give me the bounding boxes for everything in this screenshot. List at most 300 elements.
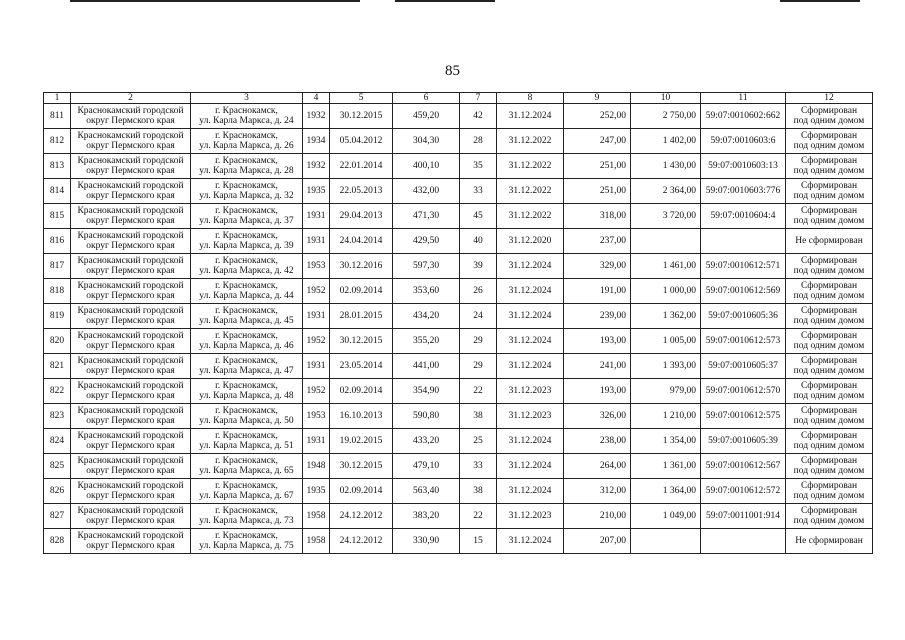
row-number-cell: 820 [44,329,71,354]
address-line-2: ул. Карла Маркса, д. 32 [199,191,294,201]
address-cell [191,379,303,404]
address-line-2: ул. Карла Маркса, д. 26 [199,141,294,151]
municipality-cell [71,329,191,354]
column-header: 1 [44,93,71,104]
land-status-cell [786,329,873,354]
land-status-line-2: под одним домом [793,266,865,276]
land-status-line-2: под одним домом [793,466,865,476]
municipality-cell [71,179,191,204]
row-number-cell: 824 [44,429,71,454]
land-status-line-1: Сформирован [800,506,858,516]
value-col9-cell: 251,00 [564,179,631,204]
land-status-line-2: под одним домом [793,516,865,526]
municipality-cell [71,429,191,454]
table-row [44,504,873,529]
term-cell: 38 [460,479,497,504]
term-cell: 35 [460,154,497,179]
inspection-date-cell: 29.04.2013 [330,204,393,229]
table-row [44,304,873,329]
deadline-date-cell: 31.12.2024 [497,529,564,554]
column-header: 9 [564,93,631,104]
area-cell: 330,90 [393,529,460,554]
municipality-line-1: Краснокамский городской [77,106,184,116]
area-cell: 400,10 [393,154,460,179]
municipality-line-2: округ Пермского края [86,491,175,501]
inspection-date-cell: 19.02.2015 [330,429,393,454]
land-status-cell [786,529,873,554]
value-col9-cell: 329,00 [564,254,631,279]
term-cell: 40 [460,229,497,254]
table-row [44,404,873,429]
municipality-cell [71,129,191,154]
land-status-cell [786,354,873,379]
inspection-date-cell: 23.05.2014 [330,354,393,379]
term-cell: 22 [460,504,497,529]
table-row [44,254,873,279]
municipality-line-2: округ Пермского края [86,116,175,126]
land-status-line-2: под одним домом [793,166,865,176]
land-status-cell [786,429,873,454]
table-row [44,154,873,179]
municipality-line-1: Краснокамский городской [77,181,184,191]
municipality-line-1: Краснокамский городской [77,281,184,291]
address-line-1: г. Краснокамск, [215,131,278,141]
term-cell: 15 [460,529,497,554]
row-number-cell: 816 [44,229,71,254]
land-status-line-1: Сформирован [800,356,858,366]
value-col10-cell: 1 402,00 [631,129,701,154]
value-col9-cell: 247,00 [564,129,631,154]
row-number-cell: 819 [44,304,71,329]
term-cell: 29 [460,354,497,379]
address-line-1: г. Краснокамск, [215,431,278,441]
address-cell [191,129,303,154]
deadline-date-cell: 31.12.2024 [497,354,564,379]
municipality-line-1: Краснокамский городской [77,131,184,141]
cadastral-number-cell: 59:07:0010612:571 [701,254,786,279]
value-col9-cell: 326,00 [564,404,631,429]
address-line-1: г. Краснокамск, [215,331,278,341]
land-status-line-2: под одним домом [793,216,865,226]
address-cell [191,529,303,554]
address-cell [191,354,303,379]
term-cell: 22 [460,379,497,404]
land-status-cell [786,179,873,204]
address-line-1: г. Краснокамск, [215,206,278,216]
value-col10-cell: 1 393,00 [631,354,701,379]
address-line-1: г. Краснокамск, [215,256,278,266]
table-row [44,129,873,154]
municipality-line-2: округ Пермского края [86,416,175,426]
term-cell: 24 [460,304,497,329]
address-line-1: г. Краснокамск, [215,106,278,116]
municipality-line-1: Краснокамский городской [77,231,184,241]
land-status-line-1: Сформирован [800,331,858,341]
column-header: 4 [303,93,330,104]
year-built-cell: 1958 [303,504,330,529]
deadline-date-cell: 31.12.2024 [497,254,564,279]
municipality-cell [71,104,191,129]
column-header: 6 [393,93,460,104]
value-col10-cell: 1 354,00 [631,429,701,454]
deadline-date-cell: 31.12.2020 [497,229,564,254]
year-built-cell: 1953 [303,404,330,429]
cadastral-number-cell [701,229,786,254]
address-cell [191,104,303,129]
row-number-cell: 812 [44,129,71,154]
land-status-line-1: Сформирован [800,481,858,491]
municipality-line-2: округ Пермского края [86,441,175,451]
deadline-date-cell: 31.12.2023 [497,404,564,429]
municipality-line-1: Краснокамский городской [77,481,184,491]
deadline-date-cell: 31.12.2024 [497,479,564,504]
address-line-2: ул. Карла Маркса, д. 24 [199,116,294,126]
inspection-date-cell: 02.09.2014 [330,279,393,304]
year-built-cell: 1953 [303,254,330,279]
address-line-2: ул. Карла Маркса, д. 47 [199,366,294,376]
year-built-cell: 1952 [303,379,330,404]
land-status-cell [786,504,873,529]
row-number-cell: 814 [44,179,71,204]
municipality-line-2: округ Пермского края [86,141,175,151]
year-built-cell: 1934 [303,129,330,154]
address-line-1: г. Краснокамск, [215,181,278,191]
cadastral-number-cell: 59:07:0010603:13 [701,154,786,179]
value-col10-cell: 2 750,00 [631,104,701,129]
value-col10-cell: 1 364,00 [631,479,701,504]
value-col10-cell: 2 364,00 [631,179,701,204]
land-status-cell [786,129,873,154]
municipality-cell [71,154,191,179]
column-header: 3 [191,93,303,104]
address-line-1: г. Краснокамск, [215,306,278,316]
municipality-line-1: Краснокамский городской [77,456,184,466]
land-status-cell [786,304,873,329]
table-row [44,104,873,129]
land-status-cell [786,454,873,479]
municipality-line-2: округ Пермского края [86,366,175,376]
value-col10-cell: 1 000,00 [631,279,701,304]
land-status-cell [786,204,873,229]
municipality-line-2: округ Пермского края [86,391,175,401]
deadline-date-cell: 31.12.2024 [497,329,564,354]
cadastral-number-cell: 59:07:0010612:573 [701,329,786,354]
table-row [44,429,873,454]
inspection-date-cell: 05.04.2012 [330,129,393,154]
column-header: 2 [71,93,191,104]
column-header: 5 [330,93,393,104]
inspection-date-cell: 24.12.2012 [330,504,393,529]
value-col10-cell: 1 361,00 [631,454,701,479]
table-row [44,529,873,554]
area-cell: 563,40 [393,479,460,504]
value-col9-cell: 239,00 [564,304,631,329]
value-col9-cell: 191,00 [564,279,631,304]
municipality-line-2: округ Пермского края [86,341,175,351]
table-header-row [44,93,873,104]
land-status-line-2: под одним домом [793,491,865,501]
row-number-cell: 815 [44,204,71,229]
area-cell: 441,00 [393,354,460,379]
municipality-line-1: Краснокамский городской [77,406,184,416]
deadline-date-cell: 31.12.2023 [497,504,564,529]
land-status-line-1: Не сформирован [795,236,863,246]
address-line-2: ул. Карла Маркса, д. 45 [199,316,294,326]
area-cell: 304,30 [393,129,460,154]
cadastral-number-cell: 59:07:0010603:6 [701,129,786,154]
land-status-cell [786,154,873,179]
municipality-cell [71,504,191,529]
address-cell [191,429,303,454]
address-line-1: г. Краснокамск, [215,156,278,166]
municipality-line-2: округ Пермского края [86,291,175,301]
year-built-cell: 1932 [303,154,330,179]
land-status-line-2: под одним домом [793,441,865,451]
municipality-line-1: Краснокамский городской [77,506,184,516]
value-col9-cell: 312,00 [564,479,631,504]
address-cell [191,479,303,504]
municipality-line-1: Краснокамский городской [77,431,184,441]
column-header: 10 [631,93,701,104]
value-col10-cell [631,529,701,554]
municipality-line-1: Краснокамский городской [77,356,184,366]
deadline-date-cell: 31.12.2023 [497,379,564,404]
land-status-line-2: под одним домом [793,316,865,326]
table-row [44,454,873,479]
deadline-date-cell: 31.12.2024 [497,279,564,304]
address-line-2: ул. Карла Маркса, д. 73 [199,516,294,526]
municipality-line-2: округ Пермского края [86,266,175,276]
cadastral-number-cell: 59:07:0010603:776 [701,179,786,204]
page-number: 85 [445,63,460,79]
municipality-line-1: Краснокамский городской [77,206,184,216]
year-built-cell: 1931 [303,354,330,379]
municipality-line-1: Краснокамский городской [77,156,184,166]
inspection-date-cell: 24.12.2012 [330,529,393,554]
inspection-date-cell: 30.12.2015 [330,329,393,354]
area-cell: 597,30 [393,254,460,279]
address-line-1: г. Краснокамск, [215,231,278,241]
land-status-line-1: Сформирован [800,206,858,216]
year-built-cell: 1931 [303,429,330,454]
municipality-line-2: округ Пермского края [86,541,175,551]
value-col9-cell: 252,00 [564,104,631,129]
land-status-line-1: Сформирован [800,381,858,391]
deadline-date-cell: 31.12.2022 [497,204,564,229]
land-status-line-1: Сформирован [800,156,858,166]
address-line-1: г. Краснокамск, [215,281,278,291]
cadastral-number-cell: 59:07:0010605:39 [701,429,786,454]
address-cell [191,504,303,529]
deadline-date-cell: 31.12.2024 [497,429,564,454]
row-number-cell: 818 [44,279,71,304]
land-status-line-2: под одним домом [793,341,865,351]
value-col9-cell: 251,00 [564,154,631,179]
value-col10-cell: 1 362,00 [631,304,701,329]
top-border-line-left [70,0,360,2]
municipality-cell [71,354,191,379]
value-col10-cell: 3 720,00 [631,204,701,229]
address-line-2: ул. Карла Маркса, д. 67 [199,491,294,501]
address-line-1: г. Краснокамск, [215,531,278,541]
row-number-cell: 817 [44,254,71,279]
inspection-date-cell: 24.04.2014 [330,229,393,254]
inspection-date-cell: 02.09.2014 [330,379,393,404]
cadastral-number-cell: 59:07:0010605:36 [701,304,786,329]
table-row [44,204,873,229]
land-status-line-1: Сформирован [800,306,858,316]
municipality-cell [71,479,191,504]
top-border-line-far-right [780,0,860,2]
area-cell: 479,10 [393,454,460,479]
area-cell: 432,00 [393,179,460,204]
address-line-2: ул. Карла Маркса, д. 28 [199,166,294,176]
address-cell [191,179,303,204]
municipality-line-2: округ Пермского края [86,216,175,226]
land-status-line-1: Сформирован [800,431,858,441]
deadline-date-cell: 31.12.2024 [497,304,564,329]
municipality-line-2: округ Пермского края [86,191,175,201]
address-line-1: г. Краснокамск, [215,356,278,366]
value-col9-cell: 318,00 [564,204,631,229]
area-cell: 354,90 [393,379,460,404]
address-line-2: ул. Карла Маркса, д. 48 [199,391,294,401]
term-cell: 25 [460,429,497,454]
year-built-cell: 1931 [303,204,330,229]
area-cell: 590,80 [393,404,460,429]
year-built-cell: 1952 [303,329,330,354]
area-cell: 471,30 [393,204,460,229]
address-line-1: г. Краснокамск, [215,481,278,491]
value-col9-cell: 264,00 [564,454,631,479]
land-status-line-1: Не сформирован [795,536,863,546]
area-cell: 383,20 [393,504,460,529]
deadline-date-cell: 31.12.2024 [497,104,564,129]
address-cell [191,454,303,479]
land-status-line-2: под одним домом [793,366,865,376]
top-border-line-right [395,0,495,2]
municipality-cell [71,204,191,229]
year-built-cell: 1931 [303,304,330,329]
land-status-cell [786,404,873,429]
cadastral-number-cell: 59:07:0010604:4 [701,204,786,229]
address-line-1: г. Краснокамск, [215,506,278,516]
municipality-cell [71,229,191,254]
column-header: 11 [701,93,786,104]
table-row [44,179,873,204]
municipality-cell [71,379,191,404]
cadastral-number-cell: 59:07:0010602:662 [701,104,786,129]
table-row [44,379,873,404]
municipality-line-1: Краснокамский городской [77,531,184,541]
land-status-line-2: под одним домом [793,391,865,401]
value-col10-cell: 1 005,00 [631,329,701,354]
column-header: 8 [497,93,564,104]
address-cell [191,404,303,429]
table-row [44,329,873,354]
year-built-cell: 1935 [303,179,330,204]
year-built-cell: 1932 [303,104,330,129]
inspection-date-cell: 30.12.2015 [330,454,393,479]
row-number-cell: 826 [44,479,71,504]
address-line-2: ул. Карла Маркса, д. 37 [199,216,294,226]
area-cell: 355,20 [393,329,460,354]
value-col9-cell: 238,00 [564,429,631,454]
area-cell: 434,20 [393,304,460,329]
inspection-date-cell: 28.01.2015 [330,304,393,329]
term-cell: 28 [460,129,497,154]
land-status-line-2: под одним домом [793,191,865,201]
value-col10-cell: 1 210,00 [631,404,701,429]
municipality-line-2: округ Пермского края [86,516,175,526]
year-built-cell: 1958 [303,529,330,554]
municipality-cell [71,304,191,329]
address-line-2: ул. Карла Маркса, д. 51 [199,441,294,451]
municipality-cell [71,454,191,479]
term-cell: 39 [460,254,497,279]
value-col9-cell: 237,00 [564,229,631,254]
address-cell [191,279,303,304]
address-line-2: ул. Карла Маркса, д. 46 [199,341,294,351]
value-col10-cell [631,229,701,254]
address-cell [191,204,303,229]
address-line-2: ул. Карла Маркса, д. 65 [199,466,294,476]
inspection-date-cell: 30.12.2016 [330,254,393,279]
term-cell: 42 [460,104,497,129]
municipality-cell [71,254,191,279]
term-cell: 45 [460,204,497,229]
year-built-cell: 1952 [303,279,330,304]
column-header: 12 [786,93,873,104]
address-cell [191,254,303,279]
year-built-cell: 1931 [303,229,330,254]
land-status-line-1: Сформирован [800,406,858,416]
municipality-cell [71,529,191,554]
inspection-date-cell: 02.09.2014 [330,479,393,504]
municipality-line-1: Краснокамский городской [77,306,184,316]
row-number-cell: 827 [44,504,71,529]
address-cell [191,229,303,254]
value-col9-cell: 193,00 [564,329,631,354]
value-col10-cell: 979,00 [631,379,701,404]
cadastral-number-cell: 59:07:0010612:569 [701,279,786,304]
municipality-line-2: округ Пермского края [86,241,175,251]
municipality-line-1: Краснокамский городской [77,331,184,341]
land-status-line-1: Сформирован [800,281,858,291]
land-status-line-1: Сформирован [800,256,858,266]
area-cell: 459,20 [393,104,460,129]
municipality-cell [71,279,191,304]
municipality-line-2: округ Пермского края [86,166,175,176]
municipality-line-1: Краснокамский городской [77,381,184,391]
land-status-cell [786,229,873,254]
row-number-cell: 813 [44,154,71,179]
municipality-line-2: округ Пермского края [86,316,175,326]
land-status-cell [786,379,873,404]
term-cell: 33 [460,179,497,204]
row-number-cell: 823 [44,404,71,429]
land-status-line-2: под одним домом [793,416,865,426]
row-number-cell: 822 [44,379,71,404]
registry-table [43,92,873,554]
municipality-cell [71,404,191,429]
term-cell: 38 [460,404,497,429]
term-cell: 33 [460,454,497,479]
deadline-date-cell: 31.12.2022 [497,129,564,154]
address-line-2: ул. Карла Маркса, д. 44 [199,291,294,301]
cadastral-number-cell: 59:07:0010612:572 [701,479,786,504]
land-status-line-1: Сформирован [800,456,858,466]
